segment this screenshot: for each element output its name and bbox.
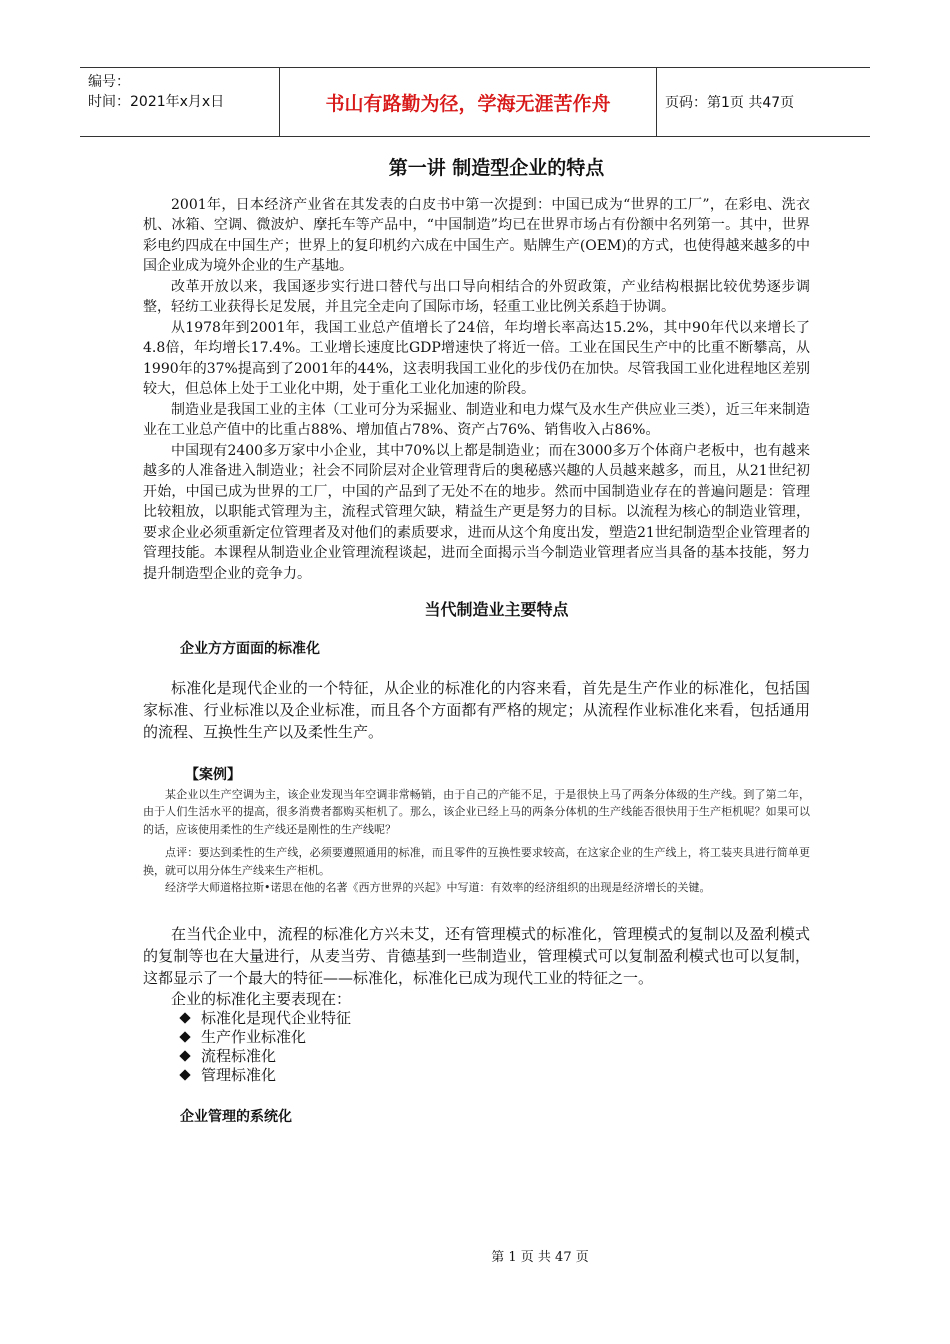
header-table (80, 67, 870, 137)
intro-paragraph: 中国现有2400多万家中小企业，其中70%以上都是制造业；而在3000多万个体商户老板中，也有越来越多的人准备进入制造业；社会不同阶层对企业管理背后的奥秘感兴趣的人员越来越多，而且，从21世纪初开始，中国已成为世界的工厂，中国的产品到了无处不在的地步。然而中国制造业存在的普遍问题是：管理比较粗放，以职能式管理为主，流程式管理欠缺，精益生产更是努力的目标。以流程为核心的制造业管理，要求企业必须重新定位管理者及对他们的素质要求，进而从这个角度出发，塑造21世纪制造型企业管理者的管理技能。本课程从制造业企业管理流程谈起，进而全面揭示当今制造业管理者应当具备的基本技能，努力提升制造型企业的竞争力。 (143, 442, 810, 582)
section-paragraph: 在当代企业中，流程的标准化方兴未艾，还有管理模式的标准化，管理模式的复制以及盈利模式的复制等也在大量进行，从麦当劳、肯德基到一些制造业，管理模式可以复制盈利模式也可以复制，这都显示了一个最大的特征——标准化，标准化已成为现代工业的特征之一。 (143, 924, 810, 987)
page-title: 第一讲 制造型企业的特点 (388, 157, 605, 179)
list-item: 标准化是现代企业特征 (179, 1009, 810, 1028)
diamond-bullet-icon (179, 1050, 190, 1061)
section-paragraph: 标准化是现代企业的一个特征，从企业的标准化的内容来看，首先是生产作业的标准化，包括国家标准、行业标准以及企业标准，而且各个方面都有严格的规定；从流程作业标准化来看，包括通用的流程、互换性生产以及柔性生产。 (143, 679, 810, 741)
case-text: 某企业以生产空调为主，该企业发现当年空调非常畅销，由于自己的产能不足，于是很快上马了两条分体级的生产线。到了第二年，由于人们生活水平的提高，很多消费者都购买柜机了。那么，该企业已经上马的两条分体机的生产线能否很快用于生产柜机呢？如果可以的话，应该使用柔性的生产线还是刚性的生产线呢？ (143, 787, 810, 836)
case-title: 【案例】 (185, 767, 241, 783)
intro-paragraph: 改革开放以来，我国逐步实行进口替代与出口导向相结合的外贸政策，产业结构根据比较优势逐步调整，轻纺工业获得长足发展，并且完全走向了国际市场，轻重工业比例关系趋于协调。 (143, 278, 810, 315)
number-label: 编号： (88, 74, 130, 90)
subtitle: 当代制造业主要特点 (424, 600, 569, 619)
diamond-bullet-icon (179, 1069, 190, 1080)
list-item: 流程标准化 (179, 1047, 810, 1066)
document-content (143, 158, 810, 1127)
list-item: 生产作业标准化 (179, 1028, 810, 1047)
intro-paragraph: 2001年，日本经济产业省在其发表的白皮书中第一次提到：中国已成为“世界的工厂”，在彩电、洗衣机、冰箱、空调、微波炉、摩托车等产品中，“中国制造”均已在世界市场占有份额中名列第一。其中，世界彩电约四成在中国生产；世界上的复印机约六成在中国生产。贴牌生产(OEM)的方式，也使得越来越多的中国企业成为境外企业的生产基地。 (143, 196, 810, 274)
case-comment: 点评：要达到柔性的生产线，必须要遵照通用的标准，而且零件的互换性要求较高，在这家企业的生产线上，将工装夹具进行简单更换，就可以用分体生产线来生产柜机。 (143, 846, 810, 877)
case-quote: 经济学大师道格拉斯•诺思在他的名著《西方世界的兴起》中写道：有效率的经济组织的出现是经济增长的关键。 (165, 881, 711, 894)
intro-paragraph: 制造业是我国工业的主体（工业可分为采掘业、制造业和电力煤气及水生产供应业三类），近三年来制造业在工业总产值中的比重占88%、增加值占78%、资产占76%、销售收入占86%。 (143, 401, 810, 438)
section-heading: 企业管理的系统化 (180, 1108, 292, 1125)
header-meta (80, 68, 280, 136)
standardization-list (143, 1009, 810, 1085)
case-block (143, 765, 810, 897)
section-heading: 企业方方面面的标准化 (180, 640, 320, 657)
diamond-bullet-icon (179, 1031, 190, 1042)
list-item: 管理标准化 (179, 1066, 810, 1085)
date-label: 时间：2021年x月x日 (88, 94, 225, 110)
intro-paragraph: 从1978年到2001年，我国工业总产值增长了24倍，年均增长率高达15.2%，其中90年代以来增长了4.8倍，年均增长17.4%。工业增长速度比GDP增速快了将近一倍。工业在国民生产中的比重不断攀高，从1990年的37%提高到了2001年的44%，这表明我国工业化的步伐仍在加快。尽管我国工业化进程地区差别较大，但总体上处于工业化中期，处于重化工业化加速的阶段。 (143, 319, 810, 397)
header-page-info: 页码：第1页 共47页 (665, 95, 795, 111)
diamond-bullet-icon (179, 1012, 190, 1023)
list-intro: 企业的标准化主要表现在： (171, 989, 352, 1008)
page-footer: 第 1 页 共 47 页 (491, 1250, 589, 1265)
header-motto: 书山有路勤为径，学海无涯苦作舟 (280, 68, 657, 136)
